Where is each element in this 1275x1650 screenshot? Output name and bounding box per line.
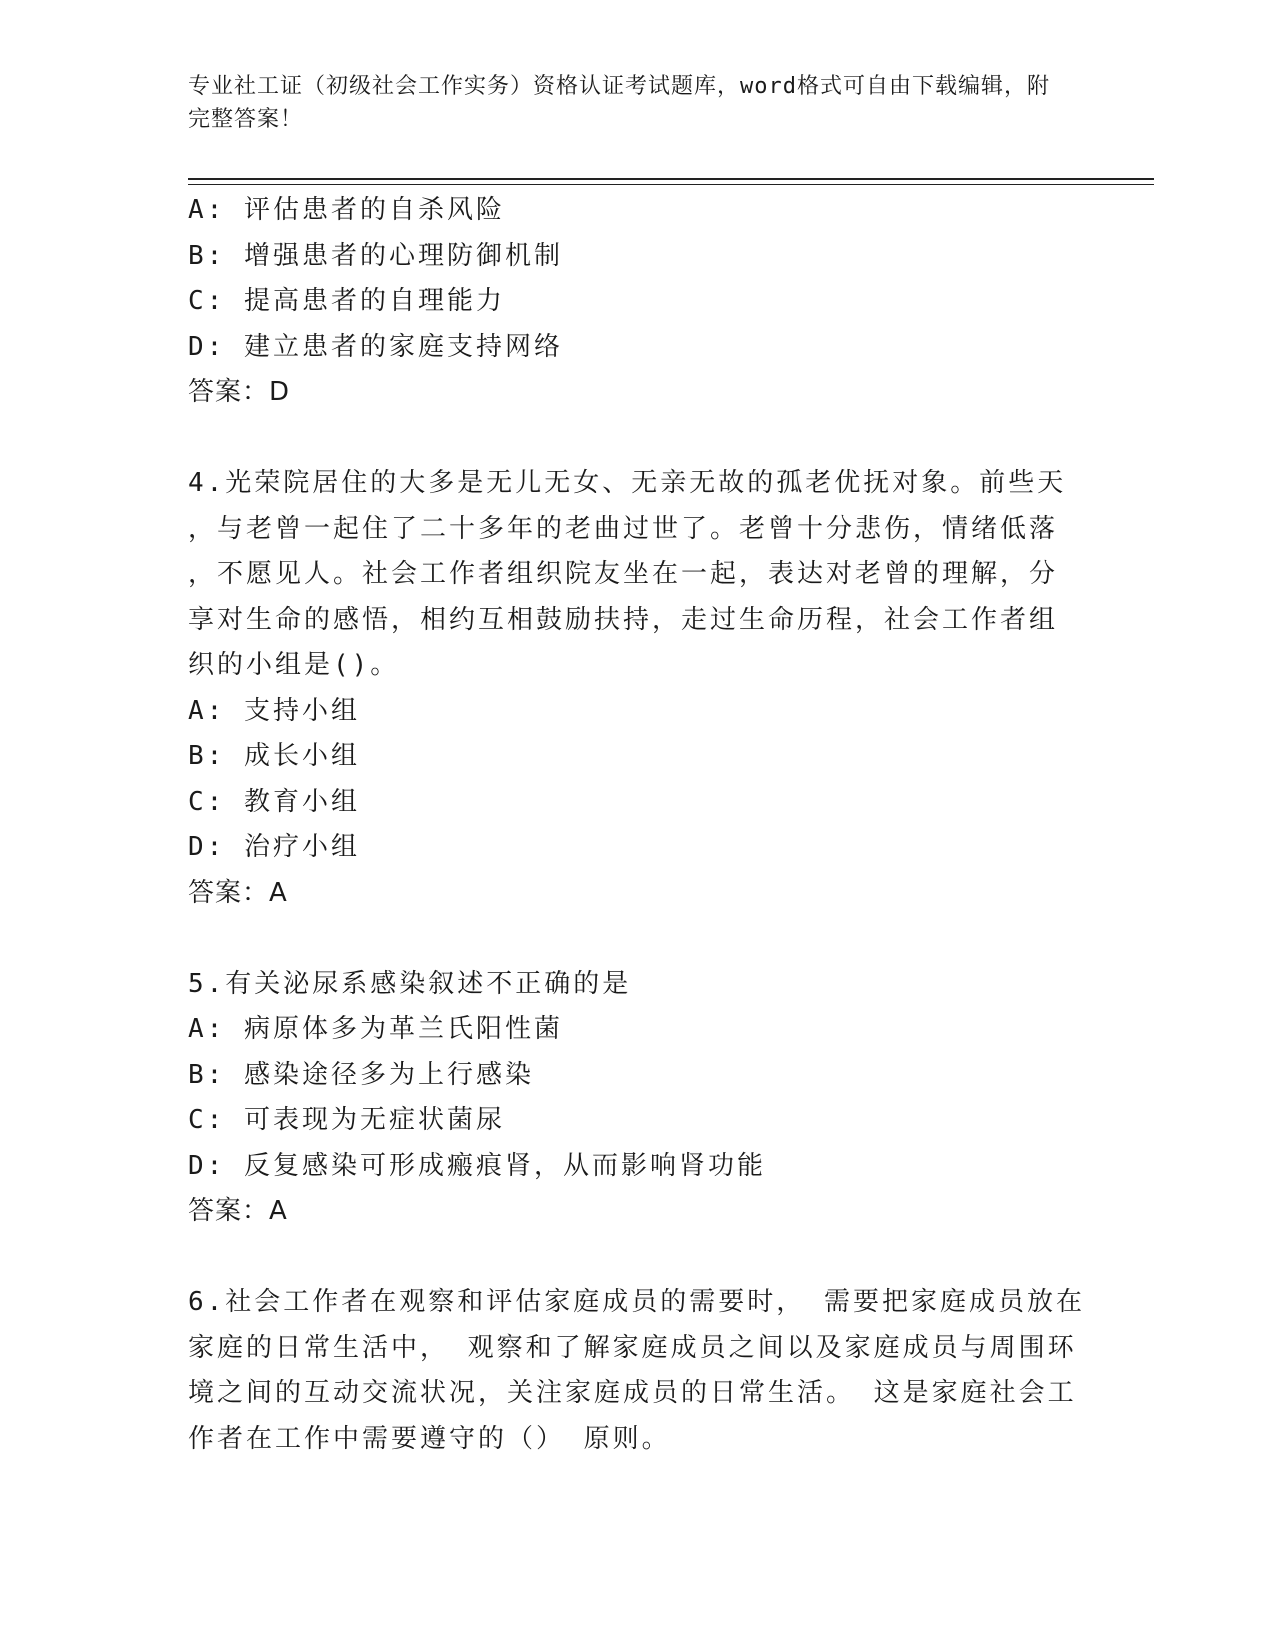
question-stem-line: 家庭的日常生活中， 观察和了解家庭成员之间以及家庭成员与周围环 <box>188 1332 1077 1363</box>
question-stem-line: 境之间的互动交流状况，关注家庭成员的日常生活。 这是家庭社会工 <box>188 1378 1077 1408</box>
question-stem-line: 4.光荣院居住的大多是无儿无女、无亲无故的孤老优抚对象。前些天 <box>188 468 1067 498</box>
question-stem-line: 织的小组是()。 <box>188 650 400 680</box>
question-6 <box>188 1280 1088 1462</box>
option-d: D: 反复感染可形成瘢痕肾，从而影响肾功能 <box>188 1150 766 1181</box>
question-stem-line: ，与老曾一起住了二十多年的老曲过世了。老曾十分悲伤，情绪低落 <box>188 513 1059 544</box>
question-4 <box>188 461 1088 916</box>
answer-label: 答案：D <box>188 377 291 407</box>
question-stem-line: 6.社会工作者在观察和评估家庭成员的需要时， 需要把家庭成员放在 <box>188 1287 1085 1317</box>
option-b: B: 增强患者的心理防御机制 <box>188 240 563 271</box>
option-d: D: 治疗小组 <box>188 832 360 862</box>
option-c: C: 可表现为无症状菌尿 <box>188 1105 505 1135</box>
header-divider-thick <box>188 178 1154 180</box>
question-content <box>188 188 1088 1462</box>
option-d: D: 建立患者的家庭支持网络 <box>188 331 563 362</box>
spacer <box>188 416 1088 462</box>
answer-label: 答案：A <box>188 1196 288 1226</box>
spacer <box>188 916 1088 962</box>
question-stem-line: 作者在工作中需要遵守的（） 原则。 <box>188 1423 671 1454</box>
option-a: A: 评估患者的自杀风险 <box>188 195 505 225</box>
question-stem-line: ，不愿见人。社会工作者组织院友坐在一起，表达对老曾的理解，分 <box>188 559 1059 589</box>
document-header-title: 专业社工证（初级社会工作实务）资格认证考试题库，word格式可自由下载编辑，附完整答案！ <box>188 74 1050 132</box>
header-divider-thin <box>188 184 1154 185</box>
question-stem-line: 享对生命的感悟，相约互相鼓励扶持，走过生命历程，社会工作者组 <box>188 604 1059 635</box>
option-a: A: 支持小组 <box>188 695 360 726</box>
spacer <box>188 1235 1088 1281</box>
answer-label: 答案：A <box>188 877 288 908</box>
option-b: B: 感染途径多为上行感染 <box>188 1059 534 1090</box>
question-stem-line: 5.有关泌尿系感染叙述不正确的是 <box>188 968 632 999</box>
option-b: B: 成长小组 <box>188 741 360 771</box>
option-a: A: 病原体多为革兰氏阳性菌 <box>188 1014 563 1044</box>
option-c: C: 提高患者的自理能力 <box>188 286 505 316</box>
question-5 <box>188 962 1088 1235</box>
question-3 <box>188 188 1088 416</box>
option-c: C: 教育小组 <box>188 786 360 817</box>
